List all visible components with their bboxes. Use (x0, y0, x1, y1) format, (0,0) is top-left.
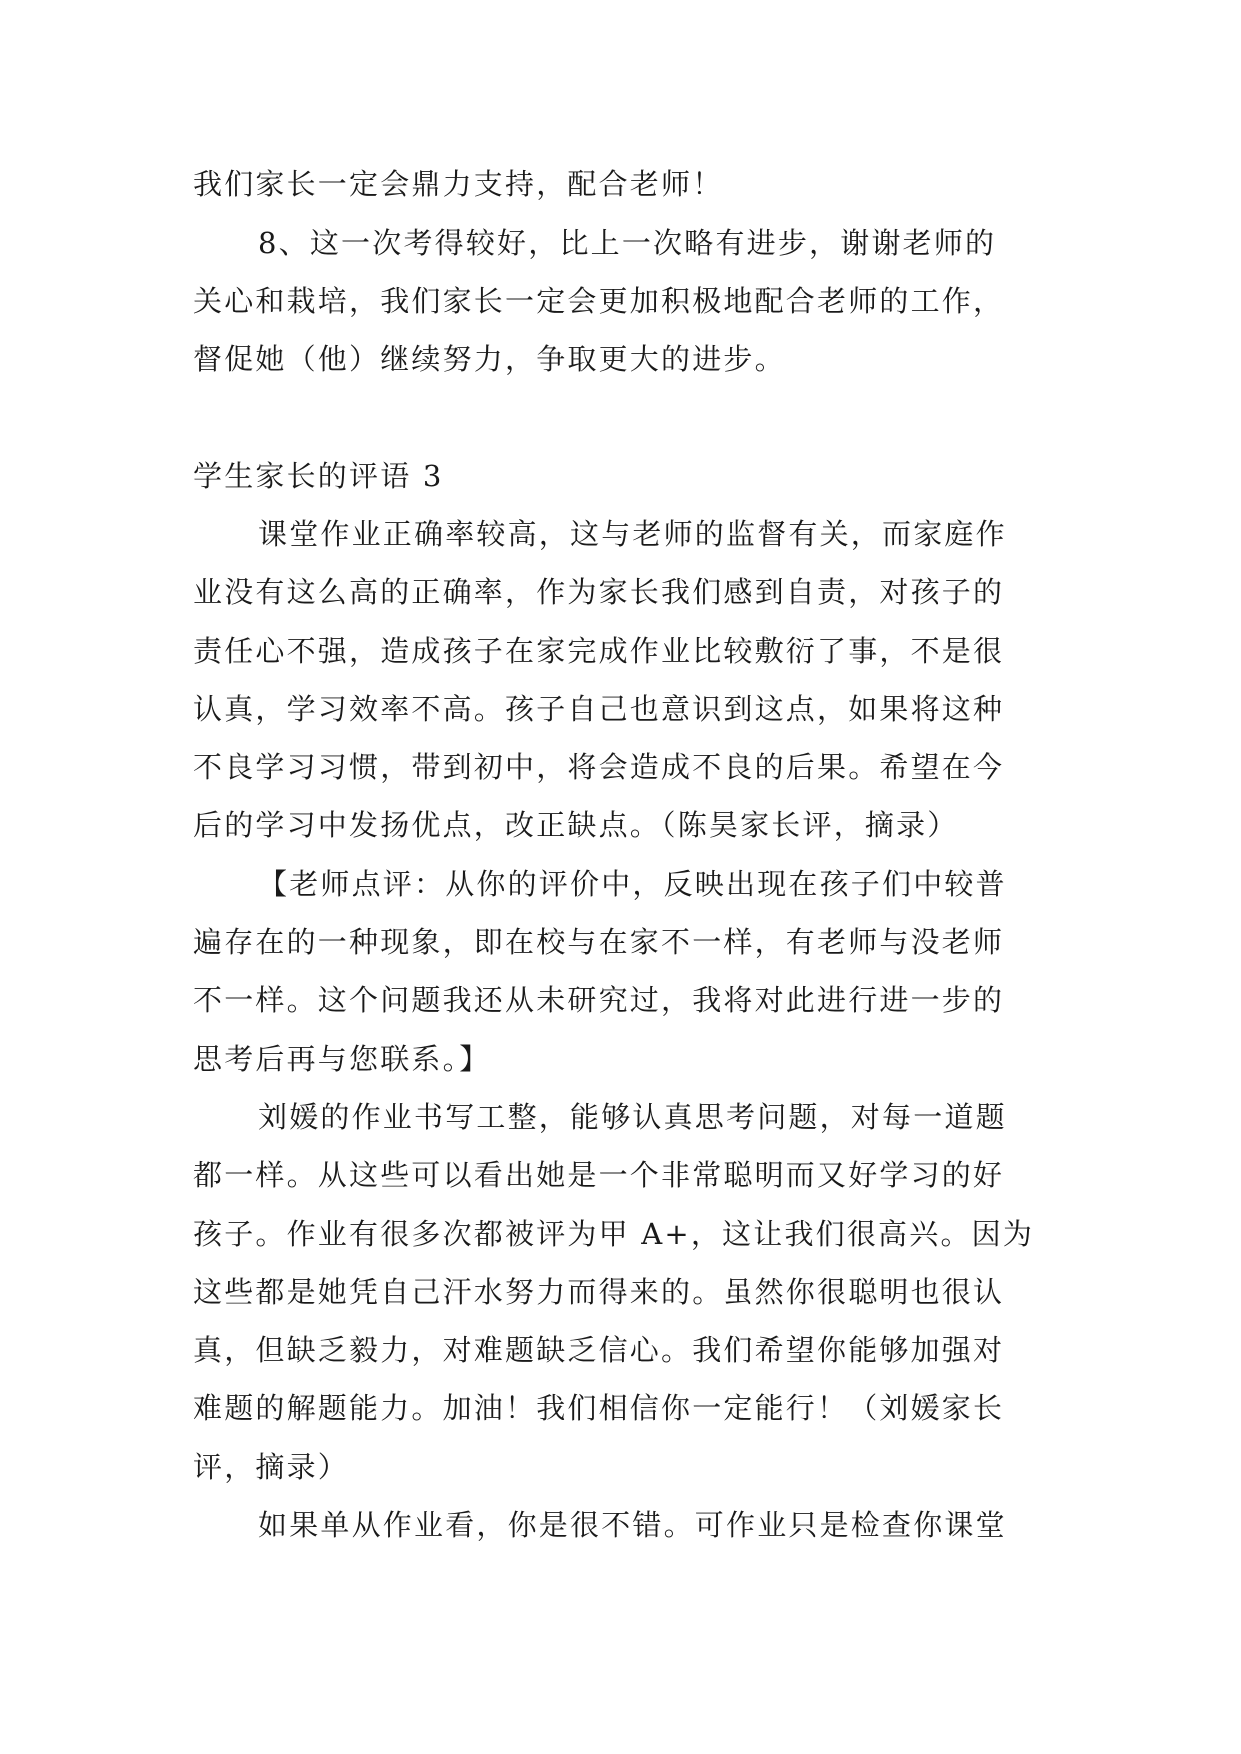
paragraph-line: 业没有这么高的正确率，作为家长我们感到自责，对孩子的 (193, 575, 1005, 609)
paragraph-line: 认真，学习效率不高。孩子自己也意识到这点，如果将这种 (193, 692, 1005, 726)
paragraph-line: 这些都是她凭自己汗水努力而得来的。虽然你很聪明也很认 (193, 1275, 1005, 1309)
paragraph-line: 我们家长一定会鼎力支持，配合老师！ (193, 167, 724, 201)
paragraph-line: 难题的解题能力。加油！我们相信你一定能行！（刘媛家长 (193, 1391, 1005, 1425)
paragraph-line: 刘媛的作业书写工整，能够认真思考问题，对每一道题 (258, 1100, 1007, 1134)
paragraph-line: 后的学习中发扬优点，改正缺点。（陈昊家长评，摘录） (193, 808, 959, 842)
teacher-comment-line: 【老师点评：从你的评价中，反映出现在孩子们中较普 (258, 867, 1007, 901)
paragraph-line: 如果单从作业看，你是很不错。可作业只是检查你课堂 (258, 1508, 1007, 1542)
paragraph-line: 课堂作业正确率较高，这与老师的监督有关，而家庭作 (258, 517, 1007, 551)
teacher-comment-line: 不一样。这个问题我还从未研究过，我将对此进行进一步的 (193, 983, 1005, 1017)
paragraph-line: 督促她（他）继续努力，争取更大的进步。 (193, 342, 786, 376)
teacher-comment-line: 思考后再与您联系。】 (193, 1042, 491, 1076)
paragraph-line: 不良学习习惯，带到初中，将会造成不良的后果。希望在今 (193, 750, 1005, 784)
paragraph-line: 责任心不强，造成孩子在家完成作业比较敷衍了事，不是很 (193, 634, 1005, 668)
paragraph-line: 孩子。作业有很多次都被评为甲 A+，这让我们很高兴。因为 (193, 1217, 1035, 1251)
teacher-comment-line: 遍存在的一种现象，即在校与在家不一样，有老师与没老师 (193, 925, 1005, 959)
paragraph-line: 真，但缺乏毅力，对难题缺乏信心。我们希望你能够加强对 (193, 1333, 1005, 1367)
paragraph-line: 8、这一次考得较好，比上一次略有进步，谢谢老师的 (258, 226, 997, 260)
paragraph-line: 评，摘录） (193, 1450, 350, 1484)
paragraph-line: 都一样。从这些可以看出她是一个非常聪明而又好学习的好 (193, 1158, 1005, 1192)
paragraph-line: 关心和栽培，我们家长一定会更加积极地配合老师的工作， (193, 284, 1005, 318)
section-heading: 学生家长的评语 3 (193, 459, 444, 493)
